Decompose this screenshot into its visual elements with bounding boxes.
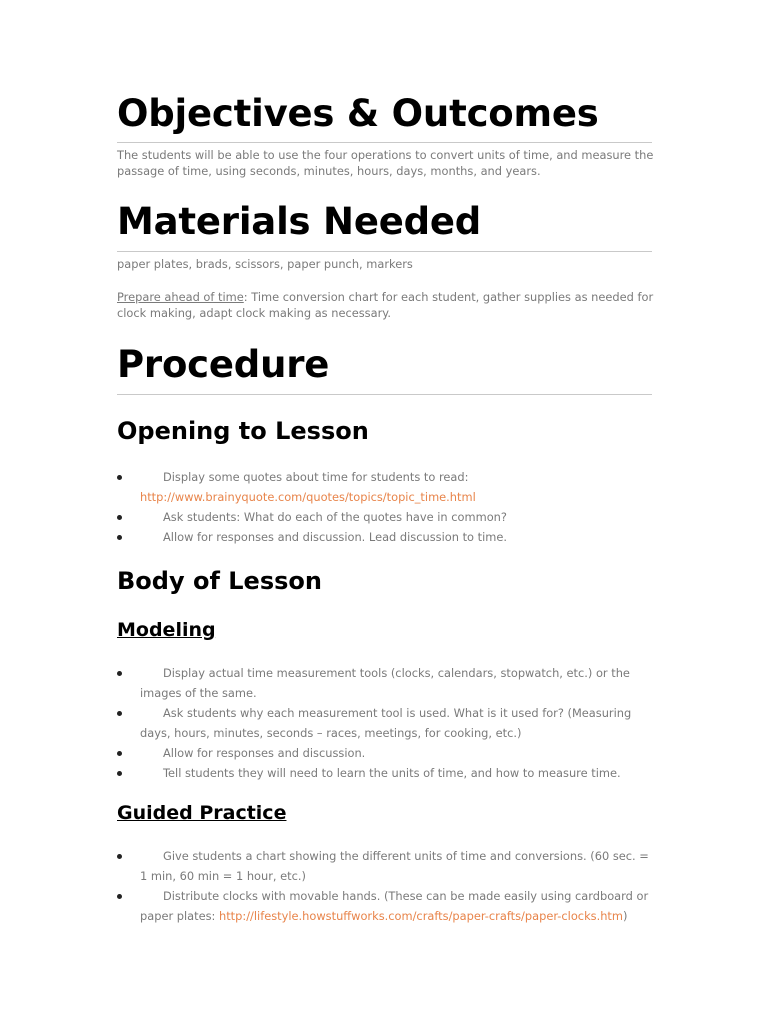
objectives-text: The students will be able to use the four operations to convert units of time, and measure the passage of time, using seconds, minutes, hours, days, months, and years. — [117, 148, 654, 178]
list-item — [117, 846, 657, 886]
modeling-heading: Modeling — [117, 619, 216, 641]
materials-rule — [117, 251, 652, 252]
prepare-paragraph — [117, 289, 657, 321]
list-item-text: Ask students: What do each of the quotes have in common? — [163, 510, 507, 524]
list-item-text: Display actual time measurement tools (clocks, calendars, stopwatch, etc.) or the images of the same. — [140, 666, 630, 700]
bullet-icon — [117, 671, 122, 676]
procedure-rule — [117, 394, 652, 395]
guided-practice-heading: Guided Practice — [117, 802, 287, 824]
bullet-icon — [117, 771, 122, 776]
list-item — [117, 663, 657, 703]
prepare-label: Prepare ahead of time — [117, 290, 244, 304]
bullet-icon — [117, 894, 122, 899]
paper-clocks-link[interactable]: http://lifestyle.howstuffworks.com/crafts/paper-crafts/paper-clocks.htm — [219, 909, 623, 923]
list-item — [117, 743, 657, 763]
bullet-icon — [117, 711, 122, 716]
list-item — [117, 507, 657, 527]
list-item-text: Give students a chart showing the different units of time and conversions. (60 sec. = 1 min, 60 min = 1 hour, etc.) — [140, 849, 649, 883]
list-item — [117, 763, 657, 783]
bullet-icon — [117, 515, 122, 520]
list-item — [117, 703, 657, 743]
bullet-icon — [117, 475, 122, 480]
objectives-rule — [117, 142, 652, 143]
guided-practice-list — [117, 846, 657, 926]
materials-list: paper plates, brads, scissors, paper punch, markers — [117, 257, 413, 271]
list-item-text: Allow for responses and discussion. Lead discussion to time. — [163, 530, 507, 544]
bullet-icon — [117, 751, 122, 756]
brainyquote-link[interactable]: http://www.brainyquote.com/quotes/topics/topic_time.html — [140, 490, 476, 504]
bullet-icon — [117, 854, 122, 859]
modeling-list — [117, 663, 657, 783]
bullet-icon — [117, 535, 122, 540]
body-heading: Body of Lesson — [117, 567, 322, 595]
materials-heading: Materials Needed — [117, 200, 482, 243]
list-item — [117, 527, 657, 547]
objectives-heading: Objectives & Outcomes — [117, 92, 599, 135]
prepare-text: : Time conversion chart for each student, gather supplies as needed for clock making, adapt clock making as necessary. — [117, 290, 654, 320]
list-item — [117, 467, 657, 507]
list-item-tail: ) — [623, 909, 628, 923]
list-item-text: Tell students they will need to learn the units of time, and how to measure time. — [163, 766, 621, 780]
opening-list — [117, 467, 657, 547]
list-item-text: Display some quotes about time for students to read: — [163, 470, 469, 484]
list-item-text: Ask students why each measurement tool is used. What is it used for? (Measuring days, hours, minutes, seconds – races, meetings, for cooking, etc.) — [140, 706, 632, 740]
list-item-text: Allow for responses and discussion. — [163, 746, 366, 760]
list-item — [117, 886, 657, 926]
opening-heading: Opening to Lesson — [117, 417, 369, 445]
list-item-text: Distribute clocks with movable hands. (These can be made easily using cardboard or paper plates: — [140, 889, 649, 923]
procedure-heading: Procedure — [117, 343, 330, 386]
